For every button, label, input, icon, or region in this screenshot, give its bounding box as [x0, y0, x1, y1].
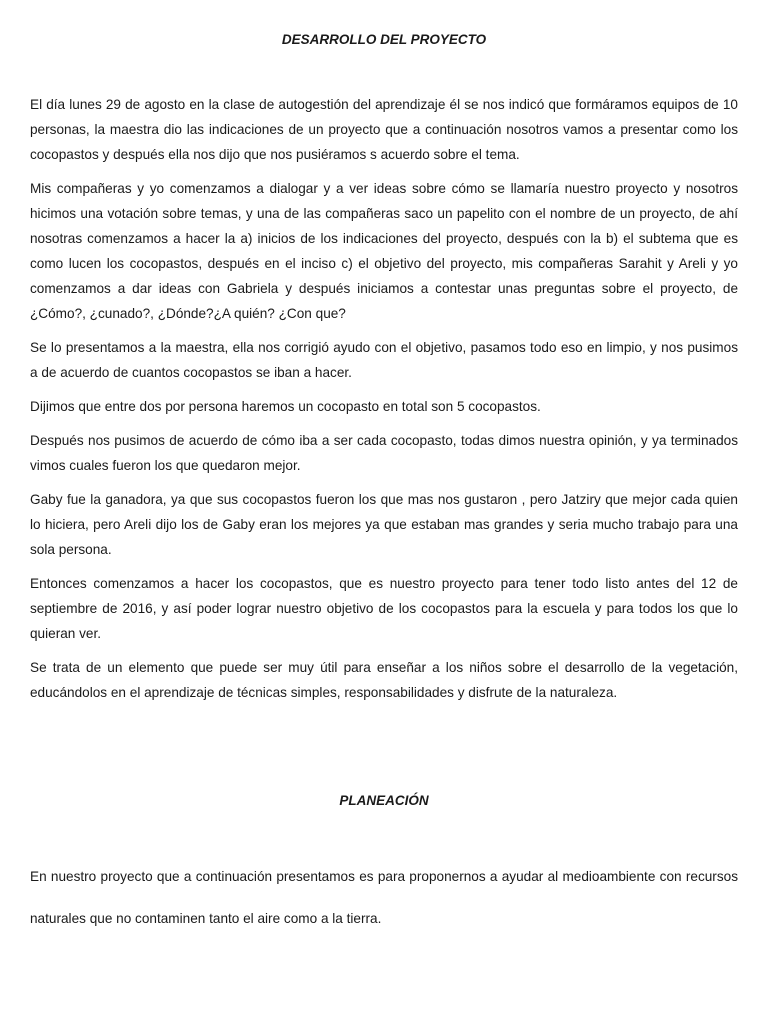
paragraph-7: Entonces comenzamos a hacer los cocopastos, que es nuestro proyecto para tener todo listo antes del 12 de septiembre de 2016, y así poder lograr nuestro objetivo de los cocopastos para la escuela y para todos los que lo quieran ver. — [30, 576, 738, 641]
section-title-planeacion: PLANEACIÓN — [339, 793, 429, 808]
paragraph-6: Gaby fue la ganadora, ya que sus cocopastos fueron los que mas nos gustaron , pero Jatziry que mejor cada quien lo hiciera, pero Areli dijo los de Gaby eran los mejores ya que estaban mas grandes y seria mucho trabajo para una sola persona. — [30, 492, 738, 557]
paragraph-1: El día lunes 29 de agosto en la clase de autogestión del aprendizaje él se nos indicó que formáramos equipos de 10 personas, la maestra dio las indicaciones de un proyecto que a continuación nosotros vamos a presentar como los cocopastos y después ella nos dijo que nos pusiéramos s acuerdo sobre el tema. — [30, 97, 738, 162]
paragraph-3: Se lo presentamos a la maestra, ella nos corrigió ayudo con el objetivo, pasamos todo eso en limpio, y nos pusimos a de acuerdo de cuantos cocopastos se iban a hacer. — [30, 340, 738, 380]
paragraph-2: Mis compañeras y yo comenzamos a dialogar y a ver ideas sobre cómo se llamaría nuestro proyecto y nosotros hicimos una votación sobre temas, y una de las compañeras saco un papelito con el nombre de un proyecto, de ahí nosotras comenzamos a hacer la a) inicios de los indicaciones del proyecto, después con la b) el subtema que es como lucen los cocopastos, después en el inciso c) el objetivo del proyecto, mis compañeras Sarahit y Areli y yo comenzamos a dar ideas con Gabriela y después iniciamos a contestar unas preguntas sobre el proyecto, de ¿Cómo?, ¿cunado?, ¿Dónde?¿A quién? ¿Con que? — [30, 181, 738, 321]
paragraph-4: Dijimos que entre dos por persona haremos un cocopasto en total son 5 cocopastos. — [30, 399, 541, 414]
paragraph-8: Se trata de un elemento que puede ser muy útil para enseñar a los niños sobre el desarrollo de la vegetación, educándolos en el aprendizaje de técnicas simples, responsabilidades y disfrute de la naturaleza. — [30, 660, 738, 700]
paragraph-5: Después nos pusimos de acuerdo de cómo iba a ser cada cocopasto, todas dimos nuestra opinión, y ya terminados vimos cuales fueron los que quedaron mejor. — [30, 433, 738, 473]
section-title-desarrollo: DESARROLLO DEL PROYECTO — [281, 32, 487, 47]
planeacion-paragraph: En nuestro proyecto que a continuación presentamos es para proponernos a ayudar al medioambiente con recursos naturales que no contaminen tanto el aire como a la tierra. — [30, 869, 738, 926]
